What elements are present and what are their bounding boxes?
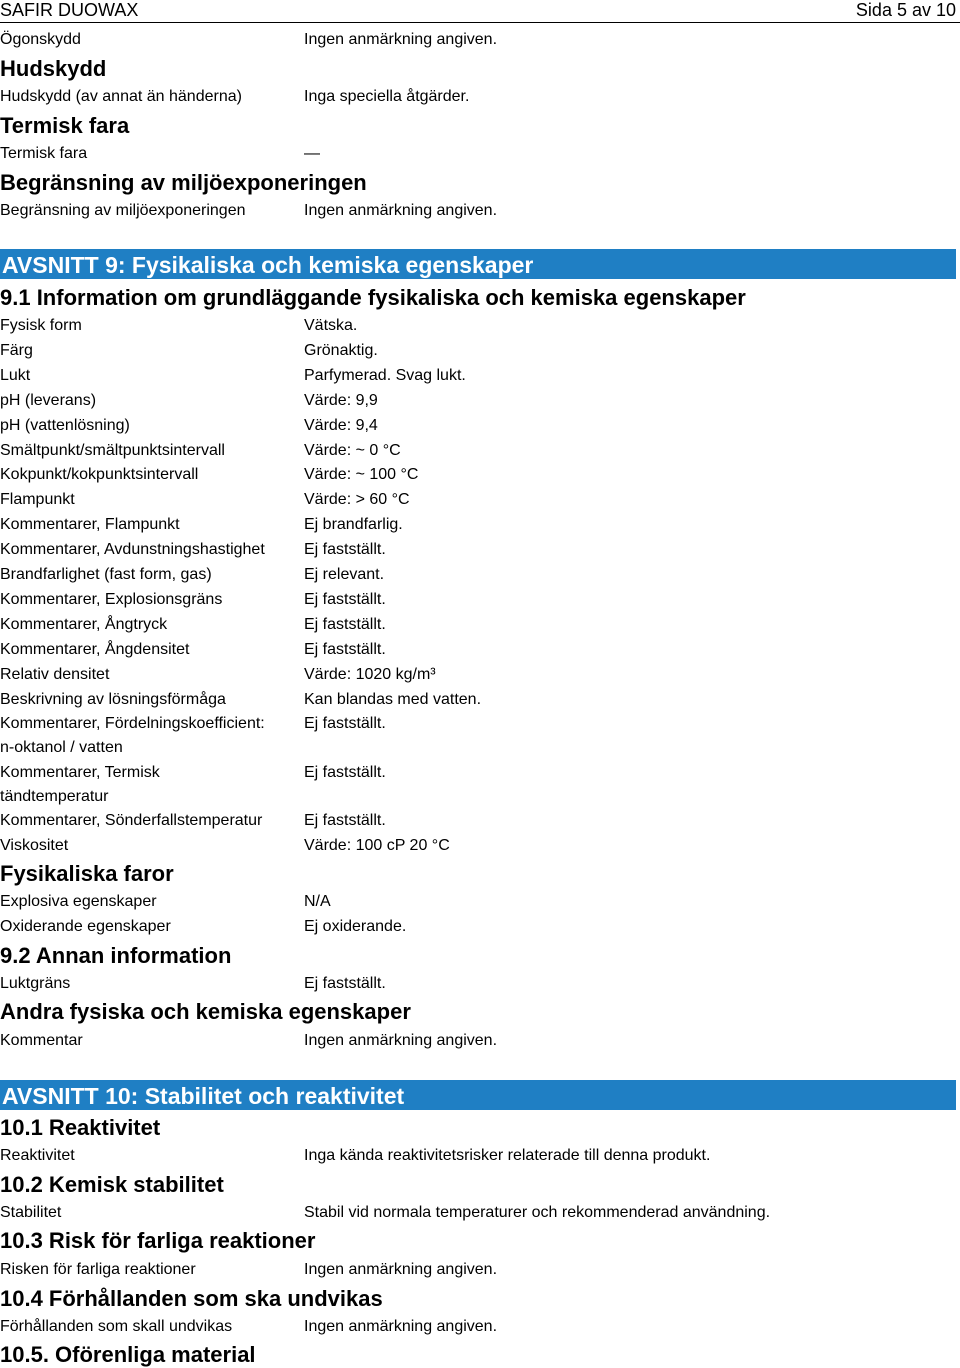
- subheading-termisk-fara: Termisk fara: [0, 113, 130, 138]
- prop-value: Ej fastställt.: [304, 812, 386, 829]
- prop-label-cont: n-oktanol / vatten: [0, 739, 123, 756]
- prop-value: Vätska.: [304, 317, 358, 334]
- prop-value: Ej fastställt.: [304, 616, 386, 633]
- product-name: SAFIR DUOWAX: [0, 0, 139, 20]
- prop-label: Brandfarlighet (fast form, gas): [0, 566, 212, 583]
- prop-label: Kokpunkt/kokpunktsintervall: [0, 466, 199, 483]
- prop-value: Värde: 9,4: [304, 417, 378, 434]
- prop-label: Kommentarer, Sönderfallstemperatur: [0, 812, 263, 829]
- section-9-banner: [0, 249, 956, 279]
- prop-value: Värde: ~ 100 °C: [304, 466, 419, 483]
- prop-value: Ej oxiderande.: [304, 918, 407, 935]
- subheading-begransning: Begränsning av miljöexponeringen: [0, 170, 367, 195]
- prop-value: Värde: 1020 kg/m³: [304, 666, 436, 683]
- subheading-10-5: 10.5. Oförenliga material: [0, 1342, 256, 1367]
- prop-value: Ej fastställt.: [304, 975, 386, 992]
- subheading-10-3: 10.3 Risk för farliga reaktioner: [0, 1228, 316, 1253]
- prop-value: Ej fastställt.: [304, 641, 386, 658]
- prop-value: Ej fastställt.: [304, 764, 386, 781]
- prop-label-cont: tändtemperatur: [0, 788, 109, 805]
- subheading-10-2: 10.2 Kemisk stabilitet: [0, 1172, 224, 1197]
- prop-label: Luktgräns: [0, 975, 71, 992]
- subheading-hudskydd: Hudskydd: [0, 56, 107, 81]
- prop-label: pH (leverans): [0, 392, 97, 409]
- subheading-9-2: 9.2 Annan information: [0, 943, 232, 968]
- prop-label: Fysisk form: [0, 317, 82, 334]
- prop-value: Ingen anmärkning angiven.: [304, 31, 498, 48]
- prop-label: Kommentarer, Flampunkt: [0, 516, 180, 533]
- prop-label: Termisk fara: [0, 145, 88, 162]
- prop-value: Ingen anmärkning angiven.: [304, 1261, 498, 1278]
- prop-label: Reaktivitet: [0, 1147, 75, 1164]
- prop-value: Ingen anmärkning angiven.: [304, 1032, 498, 1049]
- prop-label: Ögonskydd: [0, 31, 81, 48]
- header-divider: [0, 22, 960, 23]
- prop-label: pH (vattenlösning): [0, 417, 130, 434]
- page-number: Sida 5 av 10: [855, 0, 956, 20]
- prop-value: Grönaktig.: [304, 342, 378, 359]
- prop-value: Ej fastställt.: [304, 715, 386, 732]
- prop-label: Risken för farliga reaktioner: [0, 1261, 196, 1278]
- prop-label: Stabilitet: [0, 1204, 62, 1221]
- prop-value: Ingen anmärkning angiven.: [304, 1318, 498, 1335]
- prop-label: Kommentarer, Ångtryck: [0, 616, 168, 633]
- prop-value: Värde: 100 cP 20 °C: [304, 837, 450, 854]
- prop-value: Ej relevant.: [304, 566, 385, 583]
- prop-label: Kommentarer, Avdunstningshastighet: [0, 541, 265, 558]
- prop-value: —: [304, 145, 320, 162]
- prop-value: Ej fastställt.: [304, 541, 386, 558]
- prop-label: Smältpunkt/smältpunktsintervall: [0, 442, 225, 459]
- prop-label: Beskrivning av lösningsförmåga: [0, 691, 226, 708]
- subheading-fysikaliska-faror: Fysikaliska faror: [0, 861, 174, 886]
- prop-value: Inga speciella åtgärder.: [304, 88, 470, 105]
- prop-label: Hudskydd (av annat än händerna): [0, 88, 242, 105]
- section-10-title: AVSNITT 10: Stabilitet och reaktivitet: [2, 1083, 405, 1109]
- prop-label: Kommentarer, Ångdensitet: [0, 641, 190, 658]
- section-10-banner: [0, 1080, 956, 1110]
- prop-label: Förhållanden som skall undvikas: [0, 1318, 233, 1335]
- prop-label: Lukt: [0, 367, 31, 384]
- subheading-10-4: 10.4 Förhållanden som ska undvikas: [0, 1286, 383, 1311]
- prop-label: Relativ densitet: [0, 666, 110, 683]
- prop-value: Inga kända reaktivitetsrisker relaterade till denna produkt.: [304, 1147, 711, 1164]
- prop-value: Värde: 9,9: [304, 392, 378, 409]
- prop-value: Värde: ~ 0 °C: [304, 442, 401, 459]
- prop-label: Kommentarer, Fördelningskoefficient:: [0, 715, 265, 732]
- prop-label: Färg: [0, 342, 33, 359]
- prop-label: Begränsning av miljöexponeringen: [0, 202, 246, 219]
- subheading-10-1: 10.1 Reaktivitet: [0, 1115, 161, 1140]
- prop-value: Värde: > 60 °C: [304, 491, 410, 508]
- prop-label: Flampunkt: [0, 491, 75, 508]
- subheading-andra: Andra fysiska och kemiska egenskaper: [0, 999, 411, 1024]
- prop-label: Kommentar: [0, 1032, 83, 1049]
- prop-label: Explosiva egenskaper: [0, 893, 157, 910]
- prop-value: Parfymerad. Svag lukt.: [304, 367, 466, 384]
- prop-value: N/A: [304, 893, 331, 910]
- prop-label: Viskositet: [0, 837, 69, 854]
- subheading-9-1: 9.1 Information om grundläggande fysikaliska och kemiska egenskaper: [0, 285, 746, 310]
- prop-value: Stabil vid normala temperaturer och rekommenderad användning.: [304, 1204, 771, 1221]
- prop-value: Ej fastställt.: [304, 591, 386, 608]
- prop-label: Kommentarer, Termisk: [0, 764, 160, 781]
- prop-value: Kan blandas med vatten.: [304, 691, 482, 708]
- section-9-title: AVSNITT 9: Fysikaliska och kemiska egenskaper: [2, 252, 534, 278]
- prop-value: Ej brandfarlig.: [304, 516, 403, 533]
- prop-label: Oxiderande egenskaper: [0, 918, 171, 935]
- prop-label: Kommentarer, Explosionsgräns: [0, 591, 223, 608]
- prop-value: Ingen anmärkning angiven.: [304, 202, 498, 219]
